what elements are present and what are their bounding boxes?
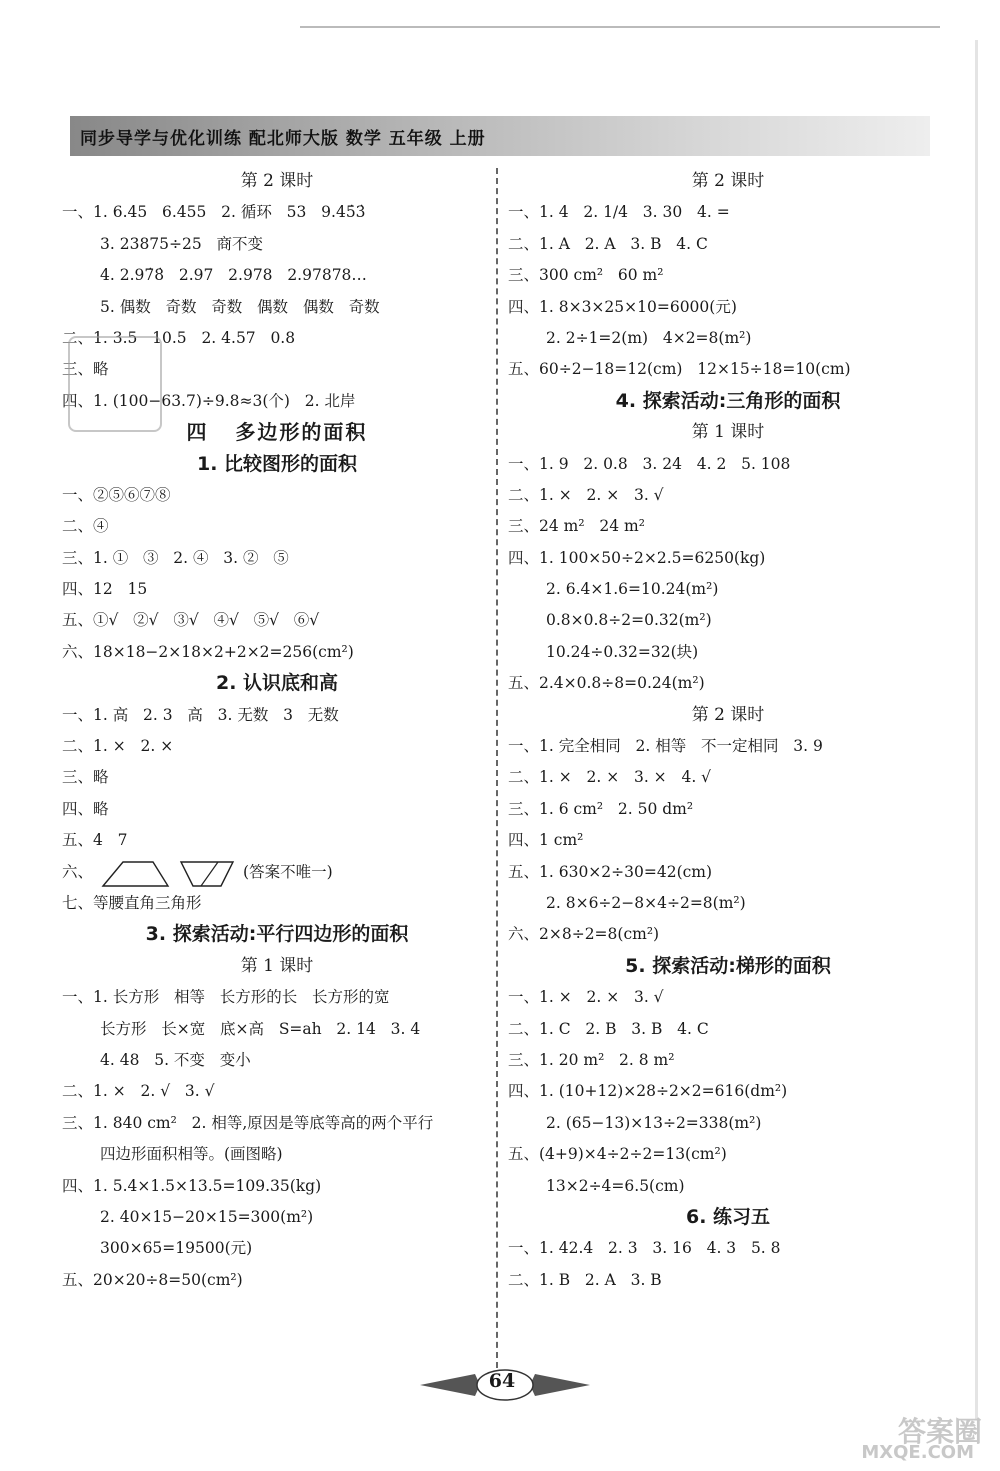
answer-line: 二、1. B 2. A 3. B [508,1270,662,1289]
answer-line: 四、略 [62,799,109,818]
answer-line: 4. 48 5. 不变 变小 [100,1050,251,1069]
answer-line: 四、1. (100−63.7)÷9.8≈3(个) 2. 北岸 [62,391,356,410]
answer-line: 五、①√ ②√ ③√ ④√ ⑤√ ⑥√ [62,611,320,630]
watermark-logo: 答案圈 [897,1415,982,1448]
answer-line: 10.24÷0.32=32(块) [546,642,699,661]
answer-line: 四、1. 8×3×25×10=6000(元) [508,297,737,316]
answer-line: 三、24 m² 24 m² [508,517,645,536]
answer-line: 五、2.4×0.8÷8=0.24(m²) [508,674,705,693]
top-rule [300,26,940,28]
section-heading: 6. 练习五 [685,1205,771,1228]
answer-line: 二、1. A 2. A 3. B 4. C [508,234,708,253]
answer-line: 四、1. 5.4×1.5×13.5=109.35(kg) [62,1176,322,1195]
watermark-site: MXQE.COM [861,1442,974,1463]
lesson-heading: 第 2 课时 [691,704,765,725]
answer-line: 二、1. × 2. × 3. √ [508,485,664,504]
answer-line: 三、1. ① ③ 2. ④ 3. ② ⑤ [62,548,289,567]
answer-line: 二、1. × 2. × [62,737,174,756]
answer-line: 5. 偶数 奇数 奇数 偶数 偶数 奇数 [100,297,380,316]
section-heading: 5. 探索活动:梯形的面积 [625,954,831,977]
answer-line: 三、略 [62,360,109,379]
lesson-heading: 第 2 课时 [691,171,765,191]
answer-line: 一、1. × 2. × 3. √ [508,988,664,1007]
answer-line: 四、1. 100×50÷2×2.5=6250(kg) [508,548,766,567]
answer-line: 五、1. 630×2÷30=42(cm) [508,862,713,881]
section-heading: 3. 探索活动:平行四边形的面积 [145,923,409,946]
answer-line: 二、1. 3.5 10.5 2. 4.57 0.8 [62,328,296,347]
answer-line: 一、②⑤⑥⑦⑧ [62,485,171,504]
answer-line: 三、1. 6 cm² 2. 50 dm² [508,799,694,818]
answer-line: 4. 2.97̇8̇ 2.97 2.978 2.97878… [100,266,367,285]
answer-line: 四、12 15 [62,580,148,599]
lesson-heading: 第 1 课时 [691,422,765,443]
section-heading: 2. 认识底和高 [215,672,339,695]
answer-line: 三、1. 20 m² 2. 8 m² [508,1050,675,1069]
answer-line: 二、1. × 2. × 3. × 4. √ [508,768,712,787]
answer-line: 四、1 cm² [508,831,584,850]
page-edge [975,40,978,1420]
answer-line: 二、④ [62,517,109,536]
answer-line: 长方形 长×宽 底×高 S=ah 2. 14 3. 4 [100,1019,421,1038]
answer-line: 2. 8×6÷2−8×4÷2=8(m²) [546,893,746,912]
answer-line: 五、4 7 [62,831,128,850]
answer-line: 二、1. × 2. √ 3. √ [62,1082,215,1101]
page-number: 64 [488,1370,516,1392]
answer-line: 二、1. C 2. B 3. B 4. C [508,1019,709,1038]
column-divider [496,168,498,1368]
answer-line: 四、1. (10+12)×28÷2×2=616(dm²) [508,1082,788,1101]
answer-line: 七、等腰直角三角形 [62,893,202,912]
lesson-heading: 第 1 课时 [240,955,314,976]
section-heading: 4. 探索活动:三角形的面积 [615,389,841,412]
lesson-heading: 第 2 课时 [240,171,314,191]
answer-line: 2. 6.4×1.6=10.24(m²) [546,580,719,599]
answer-line: 六、18×18−2×18×2+2×2=256(cm²) [62,642,354,661]
right-column [508,166,948,1296]
answer-line: 六、2×8÷2=8(cm²) [508,925,660,944]
answer-line: 0.8×0.8÷2=0.32(m²) [546,611,712,630]
unit-heading: 四 多边形的面积 [186,420,368,445]
answer-line: 一、1. 42.4 2. 3 3. 16 4. 3 5. 8 [508,1239,781,1258]
answer-line: 五、60÷2−18=12(cm) 12×15÷18=10(cm) [508,360,851,379]
answer-line: 一、1. 完全相同 2. 相等 不一定相同 3. 9 [508,737,823,756]
answer-line: 三、300 cm² 60 m² [508,266,664,285]
answer-line: 一、1. 长方形 相等 长方形的长 长方形的宽 [62,988,390,1007]
answer-line: 13×2÷4=6.5(cm) [546,1176,685,1195]
answer-line: 五、20×20÷8=50(cm²) [62,1270,243,1289]
answer-line: 三、1. 840 cm² 2. 相等,原因是等底等高的两个平行 [62,1113,434,1132]
section-heading: 1. 比较图形的面积 [196,452,358,475]
answer-line: 一、1. 9 2. 0.8 3. 24 4. 2 5. 108 [508,454,791,473]
answer-line: 一、1. 6.45 6.455 2. 循环 53 9.45̇3̇ [62,203,366,222]
answer-line-shapes: 六、 (答案不唯一) [62,857,492,888]
faded-stamp [68,336,162,432]
answer-line: 300×65=19500(元) [100,1239,253,1258]
answer-line: 一、1. 高 2. 3 高 3. 无数 3 无数 [62,705,339,724]
trapezoid-parallelogram-figure [93,858,243,888]
answer-line: 三、略 [62,768,109,787]
answer-line: 2. (65−13)×13÷2=338(m²) [546,1113,762,1132]
answer-line: 四边形面积相等。(画图略) [100,1145,283,1164]
answer-line: 一、1. 4 2. 1/4 3. 30 4. = [508,203,730,222]
answer-line: 3. 23875÷25 商不变 [100,234,264,253]
answer-line: 五、(4+9)×4÷2÷2=13(cm²) [508,1145,727,1164]
answer-line: 2. 2÷1=2(m) 4×2=8(m²) [546,328,752,347]
header-title: 同步导学与优化训练 配北师大版 数学 五年级 上册 [80,129,486,149]
answer-line: 2. 40×15−20×15=300(m²) [100,1207,314,1226]
